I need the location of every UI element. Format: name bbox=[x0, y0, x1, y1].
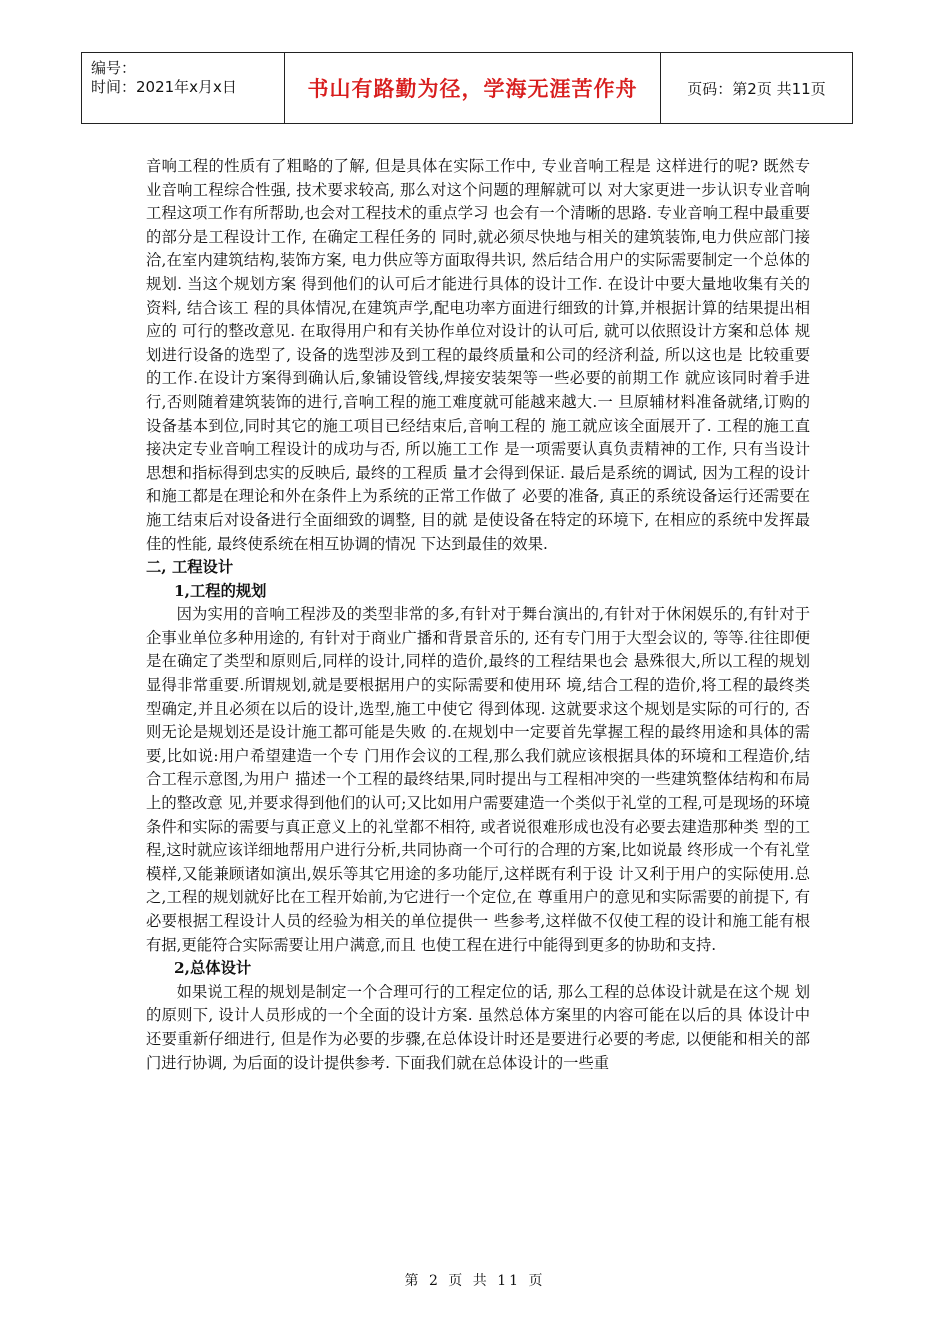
header-motto: 书山有路勤为径，学海无涯苦作舟 bbox=[307, 77, 638, 101]
header-motto-cell bbox=[285, 53, 661, 123]
document-time-label: 时间：2021年x月x日 bbox=[91, 78, 237, 96]
subsection-title-overall-design: 2,总体设计 bbox=[174, 959, 252, 978]
footer-page-number: 第 2 页 共 11 页 bbox=[404, 1273, 546, 1289]
header-page-info: 页码：第2页 共11页 bbox=[687, 79, 826, 98]
body-paragraph-2: 因为实用的音响工程涉及的类型非常的多,有针对于舞台演出的,有针对于休闲娱乐的,有针对于企事业单位多种用途的, 有针对于商业广播和背景音乐的, 还有专门用于大型会议的, 等等.往往即便是在确定了类型和原则后,同样的设计,同样的造价,最终的工程结果也会 悬殊很大,所以工程的规划显得非常重要.所谓规划,就是要根据用户的实际需要和使用环 境,结合工程的造价,将工程的最终类型确定,并且必须在以后的设计,选型,施工中使它 得到体现. 这就要求这个规划是实际的可行的, 否则无论是规划还是设计施工都可能是失败 的.在规划中一定要首先掌握工程的最终用途和具体的需要,比如说:用户希望建造一个专 门用作会议的工程,那么我们就应该根据具体的环境和工程造价,结合工程示意图,为用户 描述一个工程的最终结果,同时提出与工程相冲突的一些建筑整体结构和布局上的整改意 见,并要求得到他们的认可;又比如用户需要建造一个类似于礼堂的工程,可是现场的环境 条件和实际的需要与真正意义上的礼堂都不相符, 或者说很难形成也没有必要去建造那种类 型的工程,这时就应该详细地帮用户进行分析,共同协商一个可行的合理的方案,比如说最 终形成一个有礼堂模样,又能兼顾诸如演出,娱乐等其它用途的多功能厅,这样既有利于设 计又利于用户的实际使用.总之,工程的规划就好比在工程开始前,为它进行一个定位,在 尊重用户的意见和实际需要的前提下, 有必要根据工程设计人员的经验为相关的单位提供一 些参考,这样做不仅使工程的设计和施工能有根有据,更能符合实际需要让用户满意,而且 也使工程在进行中能得到更多的协助和支持. bbox=[146, 605, 810, 954]
body-paragraph-1: 音响工程的性质有了粗略的了解, 但是具体在实际工作中, 专业音响工程是 这样进行的呢? 既然专业音响工程综合性强, 技术要求较高, 那么对这个问题的理解就可以 对大家更进一步认识专业音响工程这项工作有所帮助,也会对工程技术的重点学习 也会有一个清晰的思路. 专业音响工程中最重要的部分是工程设计工作, 在确定工程任务的 同时,就必须尽快地与相关的建筑装饰,电力供应部门接洽,在室内建筑结构,装饰方案, 电力供应等方面取得共识, 然后结合用户的实际需要制定一个总体的规划. 当这个规划方案 得到他们的认可后才能进行具体的设计工作. 在设计中要大量地收集有关的资料, 结合该工 程的具体情况,在建筑声学,配电功率方面进行细致的计算,并根据计算的结果提出相应的 可行的整改意见. 在取得用户和有关协作单位对设计的认可后, 就可以依照设计方案和总体 规划进行设备的选型了, 设备的选型涉及到工程的最终质量和公司的经济利益, 所以这也是 比较重要的工作.在设计方案得到确认后,象铺设管线,焊接安装架等一些必要的前期工作 就应该同时着手进行,否则随着建筑装饰的进行,音响工程的施工难度就可能越来越大.一 旦原辅材料准备就绪,订购的设备基本到位,同时其它的施工项目已经结束后,音响工程的 施工就应该全面展开了. 工程的施工直接决定专业音响工程设计的成功与否, 所以施工工作 是一项需要认真负责精神的工作, 只有当设计思想和指标得到忠实的反映后, 最终的工程质 量才会得到保证. 最后是系统的调试, 因为工程的设计和施工都是在理论和外在条件上为系统的正常工作做了 必要的准备, 真正的系统设备运行还需要在施工结束后对设备进行全面细致的调整, 目的就 是使设备在特定的环境下, 在相应的系统中发挥最佳的性能, 最终使系统在相互协调的情况 下达到最佳的效果. bbox=[146, 157, 810, 553]
header-meta bbox=[82, 53, 285, 123]
document-body bbox=[146, 155, 810, 1075]
page-footer bbox=[0, 1270, 950, 1290]
section-title: 二, 工程设计 bbox=[146, 558, 234, 577]
page-header bbox=[81, 52, 853, 124]
header-page-info-cell bbox=[661, 53, 852, 123]
body-paragraph-3: 如果说工程的规划是制定一个合理可行的工程定位的话, 那么工程的总体设计就是在这个规 划的原则下, 设计人员形成的一个全面的设计方案. 虽然总体方案里的内容可能在以后的具 体设计中还要重新仔细进行, 但是作为必要的步骤,在总体设计时还是要进行必要的考虑, 以便能和相关的部门进行协调, 为后面的设计提供参考. 下面我们就在总体设计的一些重 bbox=[146, 982, 810, 1072]
document-number-label: 编号： bbox=[91, 59, 137, 77]
subsection-title-planning: 1,工程的规划 bbox=[174, 581, 267, 600]
